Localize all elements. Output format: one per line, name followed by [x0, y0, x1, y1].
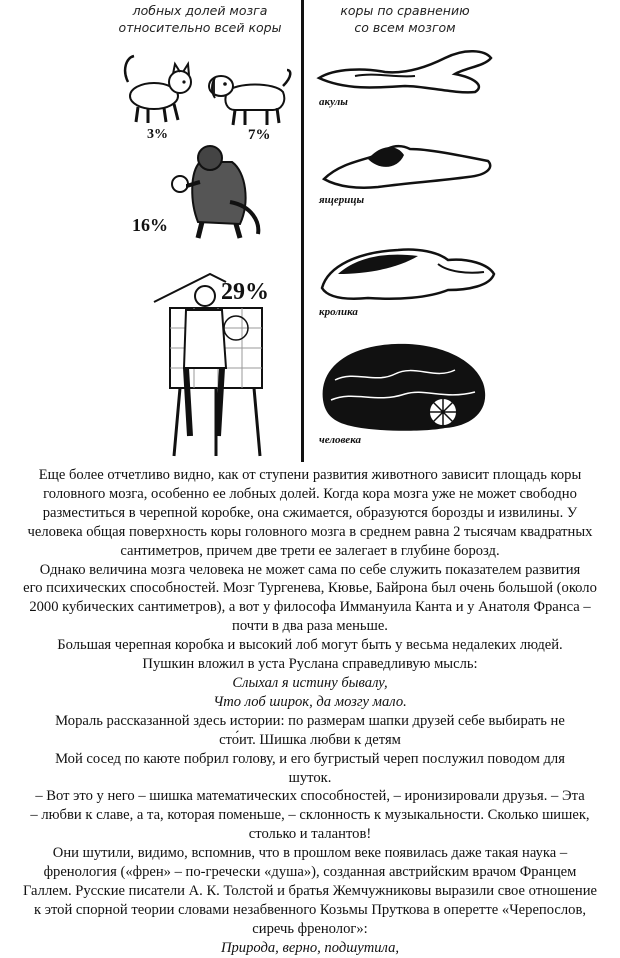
shark-brain-illustration [315, 38, 495, 98]
text-line: Еще более отчетливо видно, как от ступени развития животного зависит площадь коры [38, 467, 582, 483]
label-shark: акулы [319, 96, 348, 108]
verse-line: Природа, верно, подшутила, [220, 939, 400, 956]
right-caption-line: коры по сравнению [340, 3, 470, 18]
right-caption [310, 2, 500, 36]
cat-illustration [120, 52, 200, 127]
percent-human: 29% [221, 279, 269, 305]
percent-dog: 7% [248, 127, 271, 143]
text-line: френология («френ» – по-гречески «душа»), созданная австрийским врачом Францем [43, 864, 577, 881]
dog-illustration [205, 68, 295, 128]
text-line: – любви к славе, а та, которая поменьше, – склонность к музыкальности. Сколько шишек, [30, 807, 590, 824]
text-line: столько и талантов! [248, 826, 372, 843]
text-line: – Вот это у него – шишка математических способностей, – иронизировали друзья. – Эта [35, 788, 585, 805]
text-line: сто́ит. Шишка любви к детям [219, 731, 401, 748]
label-rabbit: кролика [319, 306, 358, 318]
text-line: Большая черепная коробка и высокий лоб могут быть у весьма недалеких людей. [57, 637, 563, 654]
verse-line: Что лоб широк, да мозгу мало. [213, 693, 407, 710]
human-brain-illustration [315, 340, 490, 435]
text-line: Мой сосед по каюте побрил голову, и его бугристый череп послужил поводом для [55, 750, 565, 767]
rabbit-brain-illustration [318, 238, 498, 308]
text-line: сиречь френолог»: [252, 920, 368, 937]
text-line: почти в два раза меньше. [232, 618, 388, 635]
text-line: Однако величина мозга человека не может сама по себе служить показателем развития [39, 561, 581, 578]
left-caption-line: лобных долей мозга [132, 3, 268, 18]
text-line: к этой спорной теории словами незабвенного Козьмы Пруткова в оперетте «Черепослов, [33, 901, 586, 918]
text-line: его психических способностей. Мозг Тургенева, Кювье, Байрона был очень большой (около [23, 580, 597, 597]
text-line: Пушкин вложил в уста Руслана справедливую мысль: [142, 656, 478, 673]
monkey-illustration [160, 142, 270, 242]
text-line: шуток. [288, 769, 332, 786]
text-line: Они шутили, видимо, вспомнив, что в прошлом веке появилась даже такая наука – [52, 845, 568, 862]
lizard-brain-illustration [318, 135, 498, 195]
right-caption-line: со всем мозгом [354, 20, 456, 35]
text-line: разместиться в черепной коробке, она сжимается, образуются борозды и извилины. У [42, 504, 578, 521]
brain-comparison-figure [0, 0, 620, 462]
label-human: человека [319, 434, 361, 446]
verse-line: Слыхал я истину бывалу, [232, 674, 388, 691]
percent-cat: 3% [147, 127, 168, 142]
left-caption-line: относительно всей коры [118, 20, 282, 35]
figure-divider [301, 0, 304, 462]
left-caption [100, 2, 300, 36]
text-line: головного мозга, особенно ее лобных долей. Когда кора мозга уже не может свободно [43, 485, 577, 502]
percent-monkey: 16% [132, 215, 168, 235]
label-lizard: ящерицы [319, 194, 365, 206]
text-line: Мораль рассказанной здесь истории: по размерам шапки друзей себе выбирать не [55, 712, 565, 729]
text-line: Галлем. Русские писатели А. К. Толстой и братья Жемчужниковы выразили свое отношение [22, 882, 598, 899]
text-line: сантиметров, причем две трети ее залегает в глубине борозд. [120, 542, 500, 559]
text-line: человека общая поверхность коры головного мозга в среднем равна 2 тысячам квадратных [27, 523, 593, 540]
text-line: 2000 кубических сантиметров), а вот у философа Иммануила Канта и у Анатоля Франса – [29, 599, 591, 616]
body-text [0, 466, 620, 958]
